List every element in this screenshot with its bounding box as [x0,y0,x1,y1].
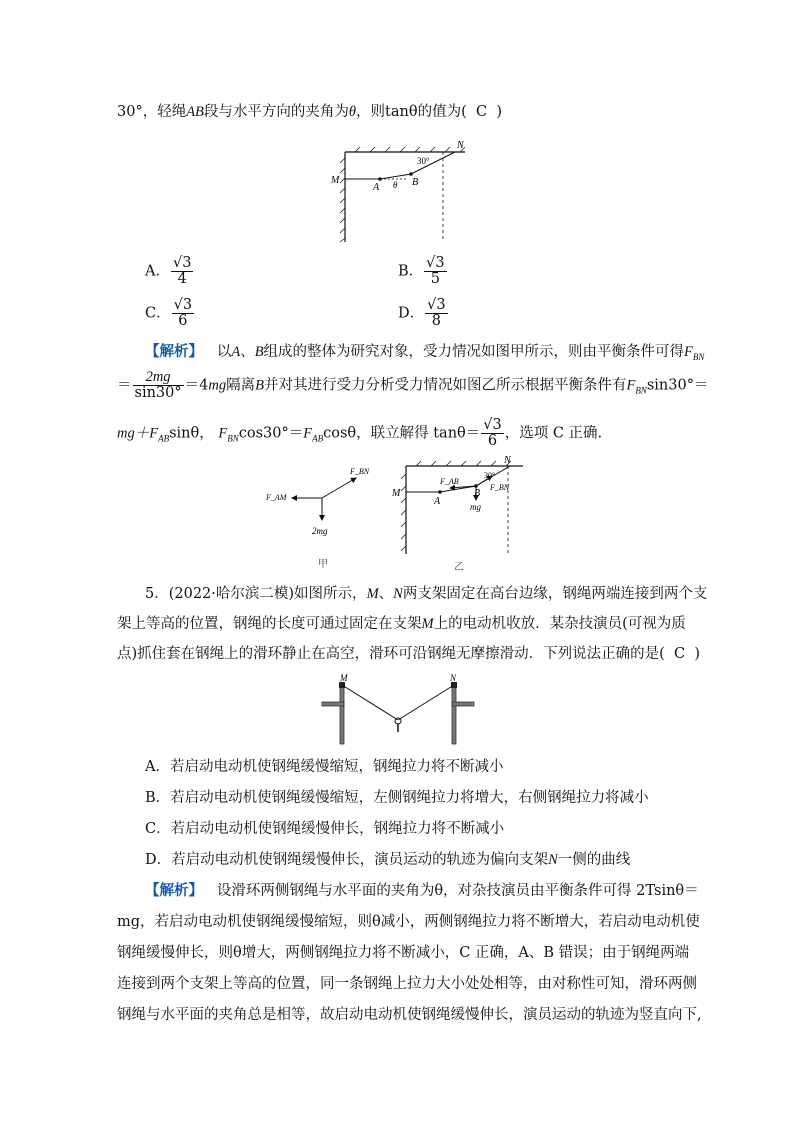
yi-angle-30: 30° [484,471,496,480]
yi-label-m: M [392,488,401,499]
q4-theta: θ [348,104,357,120]
yi-label-fbn: F_BN [490,483,510,492]
q4-tan-theta: tanθ [385,104,418,120]
q4-analysis-line1: 【解析】 以A、B组成的整体为研究对象，受力情况如图甲所示，则由平衡条件可得$F_{BN}$ [145,343,705,362]
q5-answer: C [674,646,686,662]
q4-stem-start: 30°，轻绳 [117,104,187,120]
q5-analysis-line2: mg，若启动电动机使钢绳缓慢缩短，则θ减小，两侧钢绳拉力将不断增大，若启动电动机使 [117,914,700,930]
q4-fig-angle-30: 30° [417,156,430,166]
jia-caption: 甲 [318,559,328,570]
q4-figure [325,138,475,248]
q5-fig-label-m: M [340,673,348,683]
q5-analysis-tag: 【解析】 [145,882,203,899]
q5-fig-label-n: N [450,673,457,683]
q4-analysis-line3: $mg+F_{AB}\sin\theta$， $F_{BN}\cos 30^\circ=F_{AB}\cos\theta$，联立解得 tanθ＝ $\frac{√3}{6}$ ，选项 C 正确. [117,417,603,449]
q4-segment-ab: AB [186,104,204,120]
q5-option-c: C．若启动电动机使钢绳缓慢伸长，钢绳拉力将不断减小 [145,821,505,837]
q5-analysis-line5: 钢绳与水平面的夹角总是相等，故启动电动机使钢绳缓慢伸长，演员运动的轨迹为竖直向下, [117,1007,702,1023]
q4-analysis-line2: ＝ $\frac{2mg}{\sin 30^\circ}$ ＝4mg隔离B并对其进行受力分析受力情况如图乙所示根据平衡条件有$F_{BN}\sin 30^\circ=$ [117,369,709,401]
q5-stem-line2: 架上等高的位置，钢绳的长度可通过固定在支架M上的电动机收放．某杂技演员(可视为质 [117,616,686,632]
q4-option-c: C． $\frac{√3}{6}$ [145,297,193,329]
yi-label-n: N [504,455,511,466]
jia-label-2mg: 2mg [312,526,328,536]
q4-stem-mid: 段与水平方向的夹角为 [203,104,349,120]
q4-stem-end: 的值为( [417,104,467,120]
q4-fig-label-m: M [331,175,340,186]
q4-analysis-tag: 【解析】 [145,343,203,360]
yi-label-a: A [434,496,441,507]
q5-analysis-line3: 钢绳缓慢伸长，则θ增大，两侧钢绳拉力将不断减小，C 正确，A、B 错误；由于钢绳两端 [117,945,690,961]
q4-stem-then: ，则 [356,104,386,120]
q5-option-b: B．若启动电动机使钢绳缓慢缩短，左侧钢绳拉力将增大，右侧钢绳拉力将减小 [145,790,649,806]
q5-stem-line1: 5．(2022·哈尔滨二模)如图所示，M、N两支架固定在高台边缘，钢绳两端连接到两个支 [145,586,708,602]
q4-figure-yi [388,454,533,572]
yi-label-mg: mg [470,502,481,512]
jia-label-fbn: F_BN [350,467,370,476]
q5-stem-line3: 点)抓住套在钢绳上的滑环静止在高空，滑环可沿钢绳无摩擦滑动．下列说法正确的是( C ) [117,646,701,662]
q4-option-a: A． $\frac{√3}{4}$ [145,255,192,287]
q4-stem [117,102,502,122]
q4-option-d: D． $\frac{√3}{8}$ [398,297,446,329]
yi-caption: 乙 [454,562,464,572]
q5-figure [318,672,478,750]
q5-analysis-line4: 连接到两个支架上等高的位置，同一条钢绳上拉力大小处处相等，由对称性可知，滑环两侧 [117,976,697,992]
q4-answer: C [475,104,488,120]
q5-option-d: D．若启动电动机使钢绳缓慢伸长，演员运动的轨迹为偏向支架N一侧的曲线 [145,852,631,868]
q4-figure-jia [262,460,372,570]
q4-fig-label-a: A [373,182,380,193]
q4-fig-theta: θ [393,180,398,190]
q5-option-a: A．若启动电动机使钢绳缓慢缩短，钢绳拉力将不断减小 [145,759,504,775]
yi-label-b: B [474,488,481,499]
q4-fig-label-n: N [457,140,464,151]
jia-label-fam: F_AM [266,493,287,502]
q4-fig-label-b: B [412,177,419,188]
q5-analysis-line1: 【解析】 设滑环两侧钢绳与水平面的夹角为θ，对杂技演员由平衡条件可得 2Tsinθ＝ [145,882,699,899]
yi-label-fab: F_AB [440,477,459,486]
q4-close-paren: ) [496,104,502,120]
q4-option-b: B． $\frac{√3}{5}$ [398,255,445,287]
